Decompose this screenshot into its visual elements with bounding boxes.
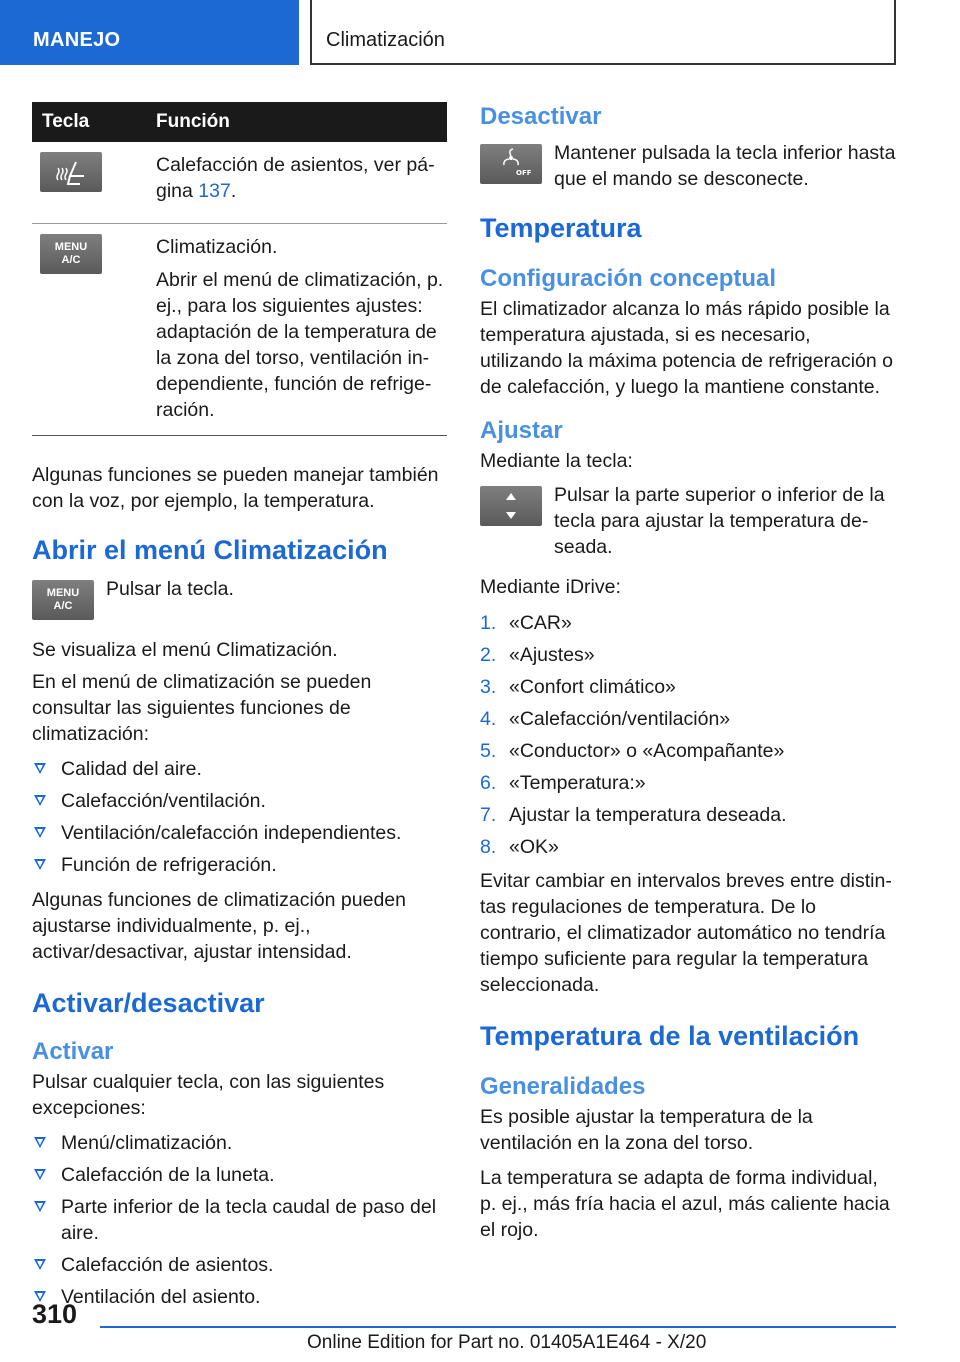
list-item: 4. «Calefacción/ventilación» <box>480 708 731 730</box>
heading-deactivate: Desactivar <box>480 103 602 130</box>
header-section-title: MANEJO <box>33 29 121 51</box>
list-item: Calefacción/ventilación. <box>32 788 447 814</box>
climate-title: Climatización. <box>156 236 278 258</box>
triangle-bullet-icon <box>34 1169 46 1180</box>
table-header-key: Tecla <box>32 102 156 142</box>
list-item: 7. Ajustar la temperatura deseada. <box>480 804 787 826</box>
triangle-bullet-icon <box>34 1137 46 1148</box>
triangle-bullet-icon <box>34 1259 46 1270</box>
list-item: 5. «Conductor» o «Acompañante» <box>480 740 785 762</box>
triangle-bullet-icon <box>34 795 46 806</box>
heading-temperature: Temperatura <box>480 213 642 243</box>
fan-off-key-icon <box>480 144 542 184</box>
temperature-warning: Evitar cambiar en intervalos breves entre distintas regulaciones de temperatura. De lo contrario, el climatizador automático no tendría tiempo suficiente para regular la temperatura seleccionada. <box>480 870 892 996</box>
footer-edition: Online Edition for Part no. 01405A1E464 - X/20 <box>307 1332 707 1353</box>
heading-onoff: Activar/desactivar <box>32 988 265 1018</box>
list-item: Ventilación/calefacción independientes. <box>32 820 447 846</box>
header-chapter-box <box>310 0 896 65</box>
header-chapter-title: Climatización <box>326 29 445 51</box>
table-header-row <box>32 102 447 142</box>
page-link[interactable]: 137 <box>198 180 231 202</box>
menu-shown: Se visualiza el menú Climatización. <box>32 639 338 661</box>
activate-text: Pulsar cualquier tecla, con las siguientes excepciones: <box>32 1071 385 1119</box>
list-item: Calefacción de la luneta. <box>32 1162 447 1188</box>
triangle-bullet-icon <box>34 1201 46 1212</box>
heading-activate: Activar <box>32 1038 114 1065</box>
list-item: Parte inferior de la tecla caudal de paso del aire. <box>32 1194 447 1246</box>
right-column <box>480 102 896 1252</box>
heading-adjust: Ajustar <box>480 417 563 444</box>
list-item: Función de refrigeración. <box>32 852 447 878</box>
table-header-function: Función <box>156 102 447 142</box>
list-item: Calefacción de asientos. <box>32 1252 447 1278</box>
via-key: Mediante la tecla: <box>480 450 633 472</box>
heading-general: Generalidades <box>480 1073 646 1100</box>
adjust-key-instruction: Pulsar la parte superior o inferior de la tecla para ajustar la temperatura deseada. <box>480 482 896 560</box>
table-row <box>32 142 447 224</box>
activate-exceptions-list <box>32 1130 447 1310</box>
climate-desc: Abrir el menú de climatización, p. ej., para los siguientes ajustes: adaptación de la temperatura de la zona del torso, ventilación independiente, función de refrigeración. <box>156 269 444 421</box>
deactivate-instruction: OFF Mantener pulsada la tecla inferior hasta que el mando se desconecte. <box>480 140 896 192</box>
voice-intro: Algunas funciones se pueden manejar también con la voz, por ejemplo, la temperatura. <box>32 464 439 512</box>
svg-text:OFF: OFF <box>516 169 532 177</box>
list-item: Menú/climatización. <box>32 1130 447 1156</box>
list-item: 1. «CAR» <box>480 612 572 634</box>
vent-text-1: Es posible ajustar la temperatura de la ventilación en la zona del torso. <box>480 1106 813 1154</box>
key-function-table <box>32 102 447 436</box>
list-item: 6. «Temperatura:» <box>480 772 646 794</box>
vent-text-2: La temperatura se adapta de forma individual, p. ej., más fría hacia el azul, más caliente hacia el rojo. <box>480 1167 890 1241</box>
concept-text: El climatizador alcanza lo más rápido posible la temperatura ajustada, si es necesario, utilizando la máxima potencia de refrigeración o de calefacción, y luego la mantiene constante. <box>480 298 893 398</box>
list-item: Ventilación del asiento. <box>32 1284 447 1310</box>
up-down-key-icon <box>480 486 542 526</box>
menu-functions-list <box>32 756 447 878</box>
menu-note: Algunas funciones de climatización pueden ajustarse individualmente, p. ej., activar/desactivar, ajustar intensidad. <box>32 889 406 963</box>
via-idrive: Mediante iDrive: <box>480 576 621 598</box>
heading-open-menu: Abrir el menú Climatización <box>32 535 388 565</box>
footer-divider <box>100 1326 896 1328</box>
heading-concept: Configuración conceptual <box>480 265 777 292</box>
table-row <box>32 224 447 436</box>
menu-consult: En el menú de climatización se pueden consultar las siguientes funciones de climatización: <box>32 671 372 745</box>
open-menu-instruction: MENU A/C Pulsar la tecla. <box>32 576 447 620</box>
list-item: 8. «OK» <box>480 836 559 858</box>
menu-ac-key-icon: MENU A/C <box>32 580 94 620</box>
seat-heating-desc: Calefacción de asientos, ver página 137. <box>156 154 435 202</box>
menu-ac-key-icon: MENU A/C <box>40 234 102 274</box>
list-item: 2. «Ajustes» <box>480 644 595 666</box>
list-item: Calidad del aire. <box>32 756 447 782</box>
header-section-tab <box>0 0 299 65</box>
list-item: 3. «Confort climático» <box>480 676 676 698</box>
seat-heating-icon <box>40 152 102 192</box>
triangle-bullet-icon <box>34 859 46 870</box>
left-column <box>32 102 447 1319</box>
triangle-bullet-icon <box>34 763 46 774</box>
triangle-bullet-icon <box>34 827 46 838</box>
page-number: 310 <box>32 1299 78 1329</box>
idrive-steps-list <box>480 610 896 860</box>
heading-vent-temperature: Temperatura de la ventilación <box>480 1021 860 1051</box>
